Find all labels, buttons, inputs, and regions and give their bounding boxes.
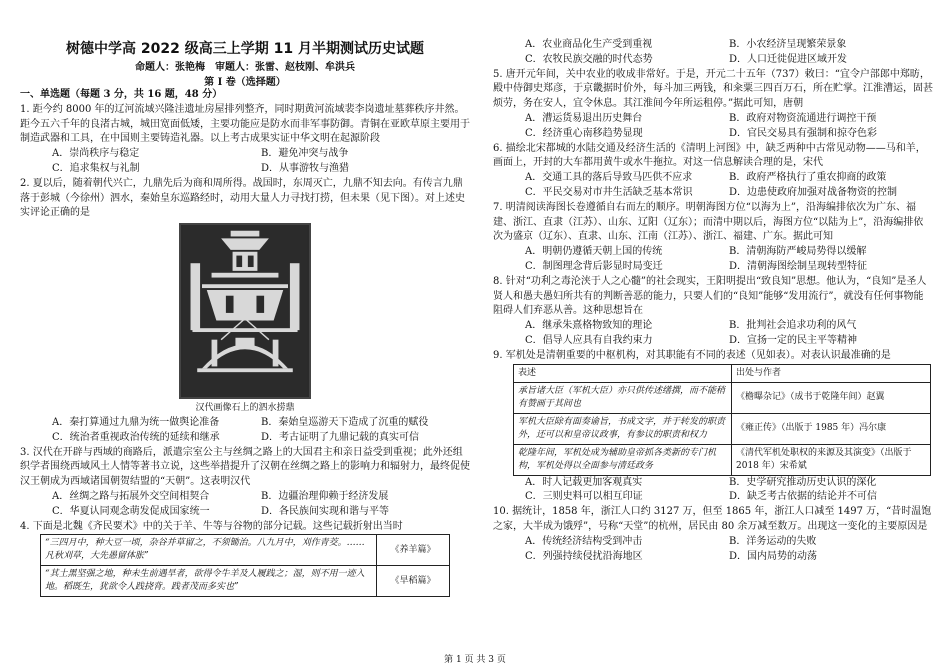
option[interactable]: B．避免冲突与战争 bbox=[261, 148, 349, 160]
table-cell: 《檐曝杂记》（成书于乾隆年间）赵翼 bbox=[732, 382, 931, 413]
question-7-options bbox=[493, 245, 933, 275]
table-header: 出处与作者 bbox=[732, 364, 931, 382]
option[interactable]: D．国内局势的动荡 bbox=[729, 550, 818, 562]
question-5-options bbox=[493, 112, 933, 142]
option[interactable]: A．时人记载更加客观真实 bbox=[525, 476, 643, 488]
question-1: 1. 距今约 8000 年的辽河流域兴隆洼遗址房屋排列整齐，同时期黄河流域裴李岗遗址墓葬秩序井然。距今五六千年的良渚古城，城田宽面低矮，主要功能应是防水而非军事防御。青铜在亚欧草原主要用于制造武器和工具，在中国则主要铸造礼器。以上考古成果实证中华文明在起源阶段 bbox=[20, 103, 470, 145]
option[interactable]: C．经济重心南移趋势显现 bbox=[525, 127, 643, 139]
question-9-table bbox=[513, 364, 931, 476]
question-8: 8. 针对“功利之毒沦浃于人之心髓”的社会现实，王阳明提出“致良知”思想。他认为，“良知”是圣人贤人和愚夫愚妇所共有的判断善恶的能力，只要人们的“良知”能够“发用流行”，就没有任何事物能阻碍人们弃恶从善。这种思想旨在 bbox=[493, 275, 927, 317]
volume-heading: 第 I 卷（选择题） bbox=[204, 77, 286, 88]
question-4-options bbox=[493, 38, 933, 68]
table-row bbox=[514, 444, 931, 475]
option[interactable]: C．统治者重视政治传统的延续和继承 bbox=[52, 431, 220, 443]
question-1-options bbox=[20, 147, 470, 177]
table-row bbox=[41, 566, 450, 597]
option[interactable]: B．政府对物资流通进行调控干预 bbox=[729, 112, 877, 124]
question-9: 9. 军机处是清朝重要的中枢机构，对其职能有不同的表述（见如表）。对表认识最准确的是 bbox=[493, 349, 891, 361]
option[interactable]: A．丝绸之路与拓展外交空间相契合 bbox=[52, 490, 210, 502]
section-heading: 一、单选题（每题 3 分，共 16 题，48 分） bbox=[20, 89, 223, 100]
option[interactable]: D．人口迁徙促进区域开发 bbox=[729, 53, 848, 65]
question-3: 3. 汉代在开辟与西域的商路后，派遣宗室公主与丝绸之路上的大国君主和亲日益受到重视；此外还组织学者围绕西域风土人情等著书立说，这些举措提升了汉朝在丝绸之路上的影响力和辐射力，最终促使汉王朝成为西域诸国朝贺结盟的“天朝”。这表明汉代 bbox=[20, 446, 470, 488]
question-2-options bbox=[20, 416, 470, 446]
table-cell: 承旨诸大臣（军机大臣）亦只供传述缮撰，而不能稍有赞画于其间也 bbox=[514, 382, 732, 413]
option[interactable]: C．列强持续侵扰沿海地区 bbox=[525, 550, 643, 562]
left-column bbox=[20, 88, 470, 649]
exam-authors: 命题人：张艳梅 审题人：张雷、赵枝刚、牟洪兵 bbox=[135, 62, 355, 73]
han-stone-relief-image bbox=[179, 223, 311, 399]
option[interactable]: A．漕运货易退出历史舞台 bbox=[525, 112, 643, 124]
question-5: 5. 唐开元年间，关中农业的收成非常好。于是，开元二十五年（737）敕曰：“宜令户部郎中郑昉，殿中侍御史郑彦，于京畿据时价外，每斗加三两钱，和籴粟三四百万石，所在贮掌。江淮漕运，固甚烦劳，务在安人，宜令休息。其江淮间今年所运租停。”据此可知，唐朝 bbox=[493, 68, 933, 110]
option[interactable]: A．农业商品化生产受到重视 bbox=[525, 39, 653, 50]
table-header-row bbox=[514, 364, 931, 382]
option[interactable]: C．倡导人应具有自我约束力 bbox=[525, 334, 653, 346]
option[interactable]: B．洋务运动的失败 bbox=[729, 535, 817, 547]
question-10-options bbox=[493, 535, 933, 565]
table-cell: “其土黑坚强之地，种未生前遇旱者，欲得令牛羊及人履践之；湿，则不用一迹入地。稻既生，犹欲令人践挠背。践者茂而多实也” bbox=[41, 566, 377, 597]
option[interactable]: A．继承朱熹格物致知的理论 bbox=[525, 320, 653, 332]
option[interactable]: A．明朝仍遵循天朝上国的传统 bbox=[525, 246, 663, 258]
question-2: 2. 夏以后，随着朝代兴亡，九鼎先后为商和周所得。战国时，东周灭亡，九鼎不知去向。有传言九鼎落于彭城（今徐州）泗水，秦始皇东巡路经时，动用大量人力寻找打捞，但未果（见下图）。对上述史实评论正确的是 bbox=[20, 177, 465, 219]
option[interactable]: A．交通工具的落后导致马匹供不应求 bbox=[525, 172, 693, 184]
figure-caption: 汉代画像石上的泗水捞鼎 bbox=[195, 403, 295, 414]
question-3-options bbox=[20, 490, 470, 520]
right-column bbox=[493, 38, 933, 649]
option[interactable]: D．清朝海图绘制呈现转型特征 bbox=[729, 260, 868, 272]
table-cell: 乾隆年间，军机处成为辅助皇帝抓各类新的专门机构，军机处得以全面参与清廷政务 bbox=[514, 444, 732, 475]
question-6: 6. 描绘北宋都城的水陆交通及经济生活的《清明上河图》中，缺乏两种中古常见动物——马和羊，画面上，开封的大车都用黄牛或水牛拖拉。对这一信息解读合理的是，宋代 bbox=[493, 142, 926, 169]
table-row bbox=[514, 382, 931, 413]
question-9-options bbox=[493, 476, 933, 506]
option[interactable]: B．批判社会追求功利的风气 bbox=[729, 320, 857, 332]
option[interactable]: B．政府严格执行了重农抑商的政策 bbox=[729, 172, 887, 184]
option[interactable]: C．追求集权与礼制 bbox=[52, 162, 140, 174]
option[interactable]: C．农牧民族交融的时代态势 bbox=[525, 53, 653, 65]
option[interactable]: D．考古证明了九鼎记载的真实可信 bbox=[261, 431, 420, 443]
table-cell: 《雍正传》（出版于 1985 年）冯尔康 bbox=[732, 413, 931, 444]
exam-title: 树德中学高 2022 级高三上学期 11 月半期测试历史试题 bbox=[66, 41, 424, 57]
option[interactable]: B．清朝海防严峻局势得以缓解 bbox=[729, 246, 867, 258]
question-7: 7. 明清阅读海图长卷遵循自右而左的顺序。明朝海图方位“以海为上”，沿海编排依次为广东、福建、浙江、直隶（江苏）、山东、辽阳（辽东）；而清中期以后，海图方位“以陆为上”，沿海编排依次为盛京（辽东）、直隶、山东、江南（江苏）、浙江、福建、广东。据此可知 bbox=[493, 201, 924, 243]
option[interactable]: C．制图理念背后影显时局变迁 bbox=[525, 260, 663, 272]
question-6-options bbox=[493, 171, 933, 201]
question-10: 10. 据统计，1858 年，浙江人口约 3127 万，但至 1865 年，浙江人口减至 1497 万，“昔时温饱之家，大半成为饿殍”，号称“天堂”的杭州，居民由 80 余万减至数万。出现这一变化的主要原因是 bbox=[493, 506, 932, 532]
option[interactable]: D．缺乏考古依据的结论并不可信 bbox=[729, 491, 878, 503]
option[interactable]: B．小农经济呈现繁荣景象 bbox=[729, 39, 847, 50]
option[interactable]: C．三则史料可以相互印证 bbox=[525, 491, 643, 503]
option[interactable]: A．崇尚秩序与稳定 bbox=[52, 148, 140, 160]
option[interactable]: D．各民族间实现和谐与平等 bbox=[261, 505, 390, 517]
relief-drawing bbox=[181, 225, 309, 397]
question-8-options bbox=[493, 319, 933, 349]
option[interactable]: C．平民交易对市井生活缺乏基本常识 bbox=[525, 186, 693, 198]
table-cell: 《养羊篇》 bbox=[377, 535, 450, 566]
table-row bbox=[41, 535, 450, 566]
option[interactable]: B．秦始皇巡游天下造成了沉重的赋役 bbox=[261, 416, 429, 428]
option[interactable]: A．传统经济结构受到冲击 bbox=[525, 535, 643, 547]
table-cell: 军机大臣除有面奏谕旨，书成文字，并于转发的职责外，还可以和皇帝议政事，有参议的职责和权力 bbox=[514, 413, 732, 444]
option[interactable]: D．从事游牧与渔猎 bbox=[261, 162, 350, 174]
option[interactable]: D．官民交易具有强制和掠夺色彩 bbox=[729, 127, 878, 139]
table-cell: “三四月中，种大豆一顷，杂谷并草留之，不须锄治。八九月中，刈作青茭。……凡秋刈草，大先愚留体胀” bbox=[41, 535, 377, 566]
option[interactable]: C．华夏认同观念萌发促成国家统一 bbox=[52, 505, 210, 517]
question-4-table bbox=[40, 534, 450, 597]
option[interactable]: B．史学研究推动历史认识的深化 bbox=[729, 476, 877, 488]
option[interactable]: B．边疆治理仰赖于经济发展 bbox=[261, 490, 389, 502]
table-cell: 《清代军机处职权的来源及其演变》（出版于 2018 年）宋希斌 bbox=[732, 444, 931, 475]
option[interactable]: A．秦打算通过九鼎为统一做舆论准备 bbox=[52, 416, 220, 428]
page-footer: 第 1 页 共 3 页 bbox=[444, 655, 506, 665]
table-header: 表述 bbox=[514, 364, 732, 382]
option[interactable]: D．边患使政府加强对战备物资的控制 bbox=[729, 186, 898, 198]
table-cell: 《旱稻篇》 bbox=[377, 566, 450, 597]
table-row bbox=[514, 413, 931, 444]
question-4: 4. 下面是北魏《齐民要术》中的关于羊、牛等与谷物的部分记载。这些记载折射出当时 bbox=[20, 520, 403, 532]
option[interactable]: D．宣扬一定的民主平等精神 bbox=[729, 334, 858, 346]
